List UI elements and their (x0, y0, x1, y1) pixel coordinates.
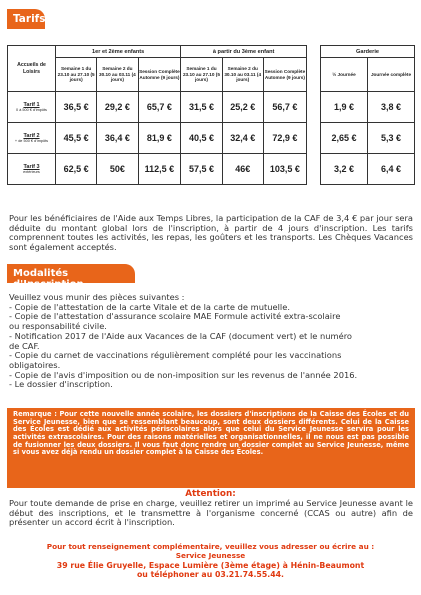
col-label-header: Accueils de Loisirs (8, 46, 56, 92)
remark-box: Remarque : Pour cette nouvelle année scolaire, les dossiers d'inscriptions de la Caisse des Écoles et du Service Jeunesse, bien que se ressemblant beaucoup, sont deux dossiers différents. Celui de la Caisse des Écoles est dédié aux activités périscolaires alors que celui du Service Jeunesse servira pour les activités extrascolaires. Pour des raisons matérielles et organisationnelles, il ne nous est pas possible de fusionner les deux dossiers. Il vous faut donc rendre un dossier complet au Service Jeunesse, même si vous avez déjà rendu un dossier complet à la Caisse des Écoles. (7, 408, 415, 488)
price-cell: 40,5 € (181, 123, 222, 154)
list-item: de CAF. (9, 340, 40, 351)
contact-address: 39 rue Élie Gruyelle, Espace Lumière (3ème étage) à Hénin-Beaumont (56, 560, 365, 570)
row-label: Tarif 3 (23, 163, 40, 170)
table-row (8, 92, 307, 123)
price-cell: 2,65 € (321, 123, 368, 154)
contact-service: Service Jeunesse (175, 550, 246, 560)
subheader: ½ Journée (321, 58, 368, 92)
subheader: Semaine 2 du 30.10 au 03.11 (4 jours) (222, 58, 263, 92)
row-sublabel: 0 à 500 € d'impôts (16, 107, 47, 112)
price-cell: 3,2 € (321, 154, 368, 185)
row-label-cell (8, 154, 56, 185)
price-cell: 56,7 € (263, 92, 306, 123)
list-item: Veuillez vous munir des pièces suivantes : (9, 292, 185, 302)
price-cell: 31,5 € (181, 92, 222, 123)
list-item: ou responsabilité civile. (9, 321, 107, 332)
accueils-tarifs-table (7, 45, 307, 185)
list-item: - Copie du carnet de vaccinations régulièrement complété pour les vaccinations (9, 350, 342, 361)
contact-block (0, 543, 421, 579)
list-item: - Le dossier d'inscription. (9, 379, 113, 390)
row-sublabel: extérieurs (23, 169, 40, 174)
list-item: - Copie de l'avis d'imposition ou de non-imposition sur les revenus de l'année 2016. (9, 369, 358, 380)
price-cell: 72,9 € (263, 123, 306, 154)
subheader: Journée complète (368, 58, 415, 92)
price-cell: 65,7 € (138, 92, 181, 123)
caf-paragraph: Pour les bénéficiaires de l'Aide aux Temps Libres, la participation de la CAF de 3,4 € par jour sera déduite du montant global lors de l'inscription, à partir de 4 jours d'inscription. Les tarifs comprennent toutes les activités, les repas, les goûters et les transports. Les Chèques Vacances sont également acceptés. (9, 213, 413, 253)
price-cell: 112,5 € (138, 154, 181, 185)
table-row (321, 123, 415, 154)
row-label: Tarif 2 (23, 132, 40, 139)
subheader: Session Complète Automne (9 jours) (138, 58, 181, 92)
price-cell: 6,4 € (368, 154, 415, 185)
price-cell: 32,4 € (222, 123, 263, 154)
price-cell: 25,2 € (222, 92, 263, 123)
table-row (8, 154, 307, 185)
garderie-title: Garderie (321, 46, 415, 58)
price-cell: 29,2 € (97, 92, 138, 123)
price-cell: 103,5 € (263, 154, 306, 185)
subheader: Session Complète Automne (9 jours) (263, 58, 306, 92)
list-item: - Copie de l'attestation de la carte Vitale et de la carte de mutuelle. (9, 301, 290, 312)
price-cell: 81,9 € (138, 123, 181, 154)
row-label: Tarif 1 (23, 101, 40, 108)
subheader: Semaine 1 du 23.10 au 27.10 (5 jours) (181, 58, 222, 92)
table-row (321, 92, 415, 123)
group-header-2: à partir du 3ème enfant (181, 46, 307, 58)
price-cell: 36,4 € (97, 123, 138, 154)
price-cell: 3,8 € (368, 92, 415, 123)
table-row (321, 154, 415, 185)
list-item: - Notification 2017 de l'Aide aux Vacances de la CAF (document vert) et le numéro (9, 330, 352, 341)
attention-text: Pour toute demande de prise en charge, veuillez retirer un imprimé au Service Jeunesse avant le début des inscriptions, et le transmettre à l'organisme concerné (CCAS ou autre) afin de présenter un accord écrit à l'inscription. (9, 498, 413, 528)
contact-intro: Pour tout renseignement complémentaire, veuillez vous adresser ou écrire au : (46, 542, 375, 551)
tarifs-section-tab: Tarifs (7, 9, 45, 29)
modalites-section-tab: Modalités d'Inscription (7, 264, 135, 283)
list-item: obligatoires. (9, 359, 61, 370)
row-label-cell (8, 123, 56, 154)
price-cell: 50€ (97, 154, 138, 185)
subheader: Semaine 2 du 30.10 au 03.11 (4 jours) (97, 58, 138, 92)
subheader: Semaine 1 du 23.10 au 27.10 (5 jours) (56, 58, 97, 92)
group-header-1: 1er et 2ème enfants (56, 46, 181, 58)
documents-list (9, 293, 413, 390)
attention-title: Attention: (185, 489, 236, 499)
list-item: - Copie de l'attestation d'assurance scolaire MAE Formule activité extra-scolaire (9, 311, 341, 322)
table-row (8, 123, 307, 154)
garderie-table (320, 45, 415, 185)
price-cell: 45,5 € (56, 123, 97, 154)
price-cell: 62,5 € (56, 154, 97, 185)
price-cell: 36,5 € (56, 92, 97, 123)
row-label-cell (8, 92, 56, 123)
price-cell: 46€ (222, 154, 263, 185)
price-cell: 1,9 € (321, 92, 368, 123)
price-cell: 57,5 € (181, 154, 222, 185)
row-sublabel: + de 500 € d'impôts (14, 138, 49, 143)
price-cell: 5,3 € (368, 123, 415, 154)
contact-phone: ou téléphoner au 03.21.74.55.44. (136, 569, 285, 579)
